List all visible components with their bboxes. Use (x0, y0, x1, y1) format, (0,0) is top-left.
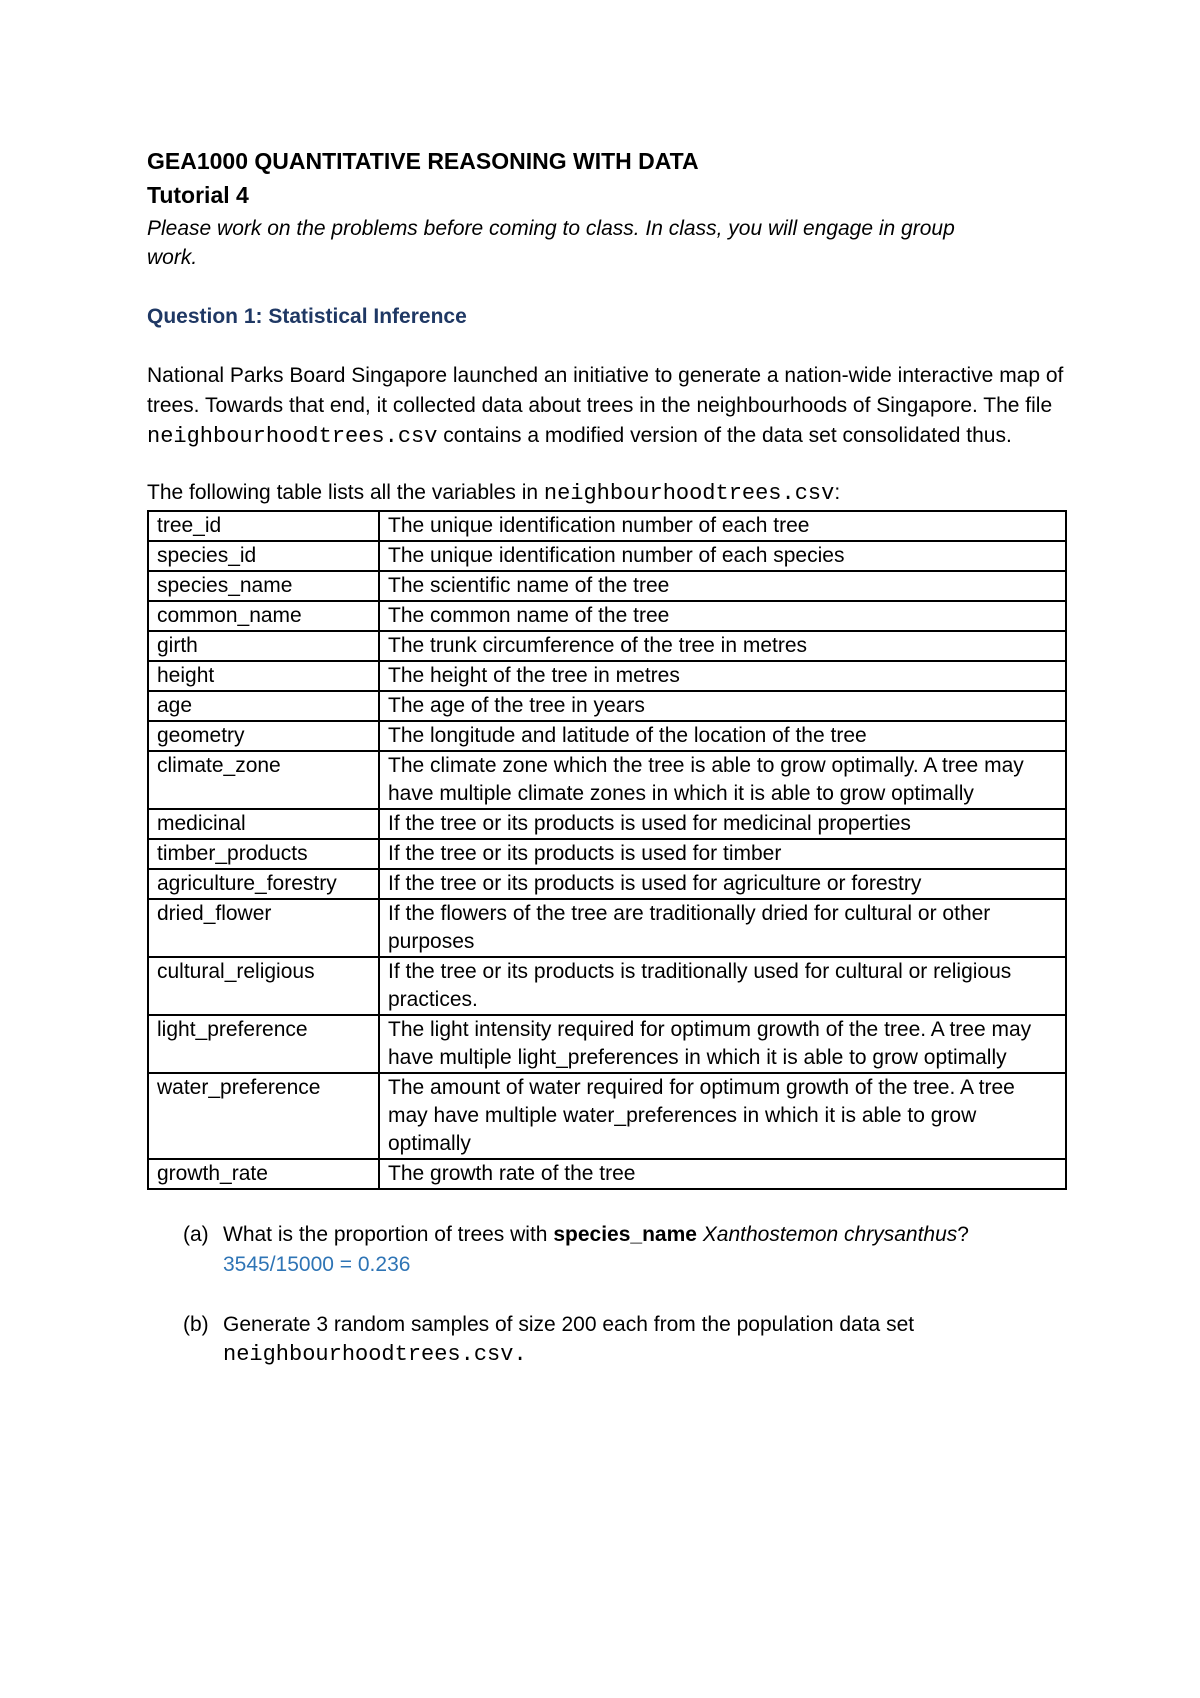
table-row (148, 809, 1066, 839)
variable-description: The scientific name of the tree (379, 571, 1066, 601)
table-row (148, 691, 1066, 721)
table-row (148, 1015, 1066, 1073)
question-1-heading: Question 1: Statistical Inference (147, 305, 467, 328)
dataset-filename: neighbourhoodtrees.csv (147, 424, 438, 449)
part-a (147, 1220, 1067, 1280)
table-intro (147, 478, 1067, 508)
variables-table (147, 510, 1067, 1190)
variable-description: If the tree or its products is used for medicinal properties (379, 809, 1066, 839)
variable-name: height (148, 661, 379, 691)
variable-description: The longitude and latitude of the location of the tree (379, 721, 1066, 751)
variable-name: cultural_religious (148, 957, 379, 1015)
part-a-body (223, 1220, 1067, 1280)
table-row (148, 751, 1066, 809)
paragraph-text-1: National Parks Board Singapore launched an initiative to generate a nation-wide interactive map of trees. Towards that end, it collected data about trees in the neighbourhoods of Singapore. The file (147, 364, 1064, 417)
variable-name: growth_rate (148, 1159, 379, 1189)
variable-description: The amount of water required for optimum growth of the tree. A tree may have multiple water_preferences in which it is able to grow optimally (379, 1073, 1066, 1159)
table-intro-text: The following table lists all the variables in (147, 481, 544, 504)
course-title: GEA1000 QUANTITATIVE REASONING WITH DATA (147, 148, 699, 174)
table-row (148, 721, 1066, 751)
variable-name: common_name (148, 601, 379, 631)
variable-name: timber_products (148, 839, 379, 869)
part-a-bold-term: species_name (553, 1223, 697, 1246)
table-row (148, 1073, 1066, 1159)
document-page (147, 146, 1067, 1370)
variable-description: The trunk circumference of the tree in metres (379, 631, 1066, 661)
variable-name: climate_zone (148, 751, 379, 809)
part-a-question (223, 1220, 1067, 1250)
variable-name: species_name (148, 571, 379, 601)
table-intro-colon: : (834, 481, 841, 504)
variable-name: geometry (148, 721, 379, 751)
variable-description: The common name of the tree (379, 601, 1066, 631)
variable-name: water_preference (148, 1073, 379, 1159)
variable-name: girth (148, 631, 379, 661)
table-row (148, 899, 1066, 957)
table-row (148, 1159, 1066, 1189)
variable-description: If the tree or its products is used for agriculture or forestry (379, 869, 1066, 899)
part-a-italic-term: Xanthostemon chrysanthus (702, 1223, 958, 1246)
question-1-paragraph (147, 361, 1067, 452)
table-row (148, 511, 1066, 541)
variable-name: age (148, 691, 379, 721)
variable-description: The height of the tree in metres (379, 661, 1066, 691)
instructions: Please work on the problems before coming to class. In class, you will engage in group work. (147, 217, 955, 269)
part-b-question: Generate 3 random samples of size 200 each from the population data set (223, 1313, 915, 1336)
part-a-marker: (a) (183, 1223, 209, 1246)
table-row (148, 541, 1066, 571)
part-a-answer: 3545/15000 = 0.236 (223, 1253, 411, 1276)
variable-name: dried_flower (148, 899, 379, 957)
variable-name: medicinal (148, 809, 379, 839)
table-row (148, 601, 1066, 631)
variable-description: If the tree or its products is traditionally used for cultural or religious practices. (379, 957, 1066, 1015)
table-row (148, 839, 1066, 869)
variable-description: If the tree or its products is used for timber (379, 839, 1066, 869)
variable-description: The unique identification number of each tree (379, 511, 1066, 541)
sub-questions (147, 1220, 1067, 1370)
variable-description: The unique identification number of each species (379, 541, 1066, 571)
table-row (148, 631, 1066, 661)
paragraph-text-2: contains a modified version of the data set consolidated thus. (437, 424, 1012, 447)
variable-name: tree_id (148, 511, 379, 541)
part-b-body (223, 1310, 1067, 1370)
part-a-text-1: What is the proportion of trees with (223, 1223, 554, 1246)
variable-description: The age of the tree in years (379, 691, 1066, 721)
table-row (148, 661, 1066, 691)
part-b (147, 1310, 1067, 1370)
part-b-marker: (b) (183, 1313, 209, 1336)
table-intro-filename: neighbourhoodtrees.csv (543, 481, 835, 506)
table-row (148, 957, 1066, 1015)
variable-description: The growth rate of the tree (379, 1159, 1066, 1189)
variable-name: agriculture_forestry (148, 869, 379, 899)
part-a-text-3: ? (957, 1223, 969, 1246)
tutorial-title: Tutorial 4 (147, 182, 249, 208)
table-row (148, 869, 1066, 899)
part-b-filename: neighbourhoodtrees.csv. (223, 1342, 527, 1367)
variable-description: If the flowers of the tree are traditionally dried for cultural or other purposes (379, 899, 1066, 957)
variable-description: The light intensity required for optimum growth of the tree. A tree may have multiple light_preferences in which it is able to grow optimally (379, 1015, 1066, 1073)
variable-name: species_id (148, 541, 379, 571)
table-row (148, 571, 1066, 601)
variable-description: The climate zone which the tree is able to grow optimally. A tree may have multiple climate zones in which it is able to grow optimally (379, 751, 1066, 809)
variable-name: light_preference (148, 1015, 379, 1073)
